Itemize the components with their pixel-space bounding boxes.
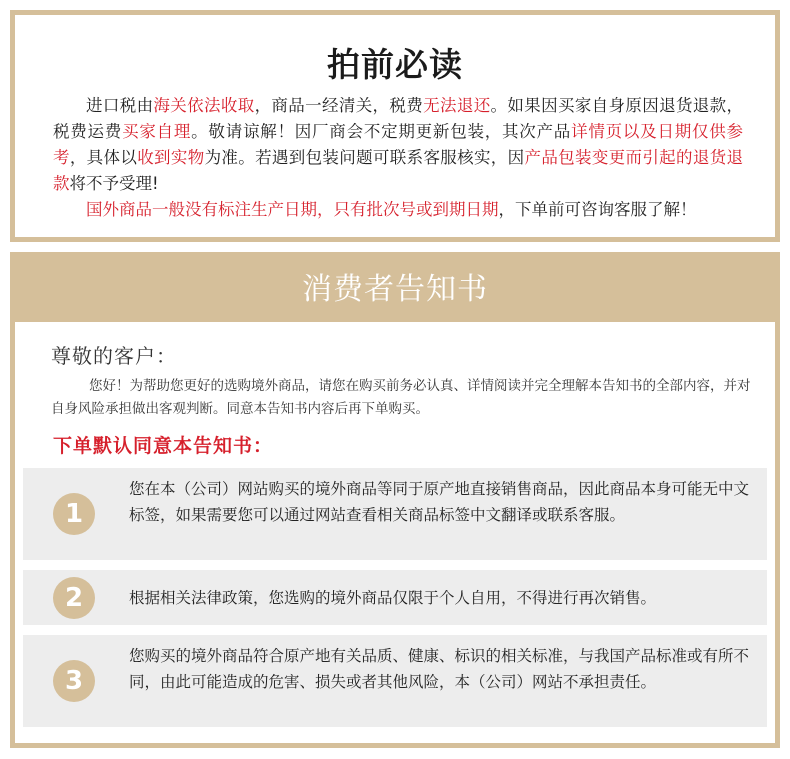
notice-text: 为准。若遇到包装问题可联系客服核实，因: [204, 148, 525, 167]
agreement-heading: 下单默认同意本告知书：: [53, 435, 274, 457]
notice-text: 。敬请谅解！因厂商会不定期更新包装，其次产品: [191, 122, 572, 141]
notice-text: ，商品一经清关，税费: [254, 96, 424, 115]
intro-paragraph: 您好！为帮助您更好的选购境外商品，请您在购买前务必认真、详情阅读并完全理解本告知书的全部内容，并对自身风险承担做出客观判断。同意本告知书内容后再下单购买。: [51, 378, 751, 417]
notice-title: 拍前必读: [327, 45, 463, 84]
notice-text: 进口税由: [86, 96, 154, 115]
consumer-notice-title: 消费者告知书: [15, 257, 775, 322]
notice-body: [53, 93, 743, 223]
terms-item-1: [23, 468, 767, 560]
notice-text: 将不予受理!: [69, 174, 159, 193]
number-badge: 2: [53, 577, 95, 619]
notice-text: 。如果因买家自身原因退货退款，税费运费: [53, 96, 744, 141]
notice-highlight: 海关依法收取: [153, 96, 255, 115]
notice-paragraph-2: [53, 197, 743, 223]
terms-item-text: 您在本（公司）网站购买的境外商品等同于原产地直接销售商品，因此商品本身可能无中文标签，如果需要您可以通过网站查看相关商品标签中文翻译或联系客服。: [129, 480, 750, 524]
consumer-notice-panel: [10, 252, 780, 748]
terms-item-text: 根据相关法律政策，您选购的境外商品仅限于个人自用，不得进行再次销售。: [129, 589, 657, 607]
pre-purchase-notice-panel: [10, 10, 780, 242]
number-badge: 3: [53, 660, 95, 702]
customer-greeting: 尊敬的客户：: [51, 344, 177, 368]
notice-highlight: 无法退还: [423, 96, 491, 115]
notice-highlight: 产品包装变更而引起的退货退款: [53, 148, 744, 193]
notice-highlight: 买家自理: [122, 122, 192, 141]
terms-item-3: [23, 635, 767, 727]
notice-text: ，下单前可咨询客服了解！: [498, 200, 697, 219]
notice-highlight: 收到实物: [137, 148, 205, 167]
number-badge: 1: [53, 493, 95, 535]
notice-text: ，具体以: [69, 148, 138, 167]
notice-highlight: 详情页以及日期仅供参考: [53, 122, 744, 167]
notice-highlight: 国外商品一般没有标注生产日期，只有批次号或到期日期: [86, 200, 499, 219]
terms-item-2: [23, 570, 767, 625]
intro-text: [51, 375, 751, 421]
terms-item-text: 您购买的境外商品符合原产地有关品质、健康、标识的相关标准，与我国产品标准或有所不同，由此可能造成的危害、损失或者其他风险，本（公司）网站不承担责任。: [129, 647, 750, 691]
notice-paragraph-1: [53, 93, 743, 197]
